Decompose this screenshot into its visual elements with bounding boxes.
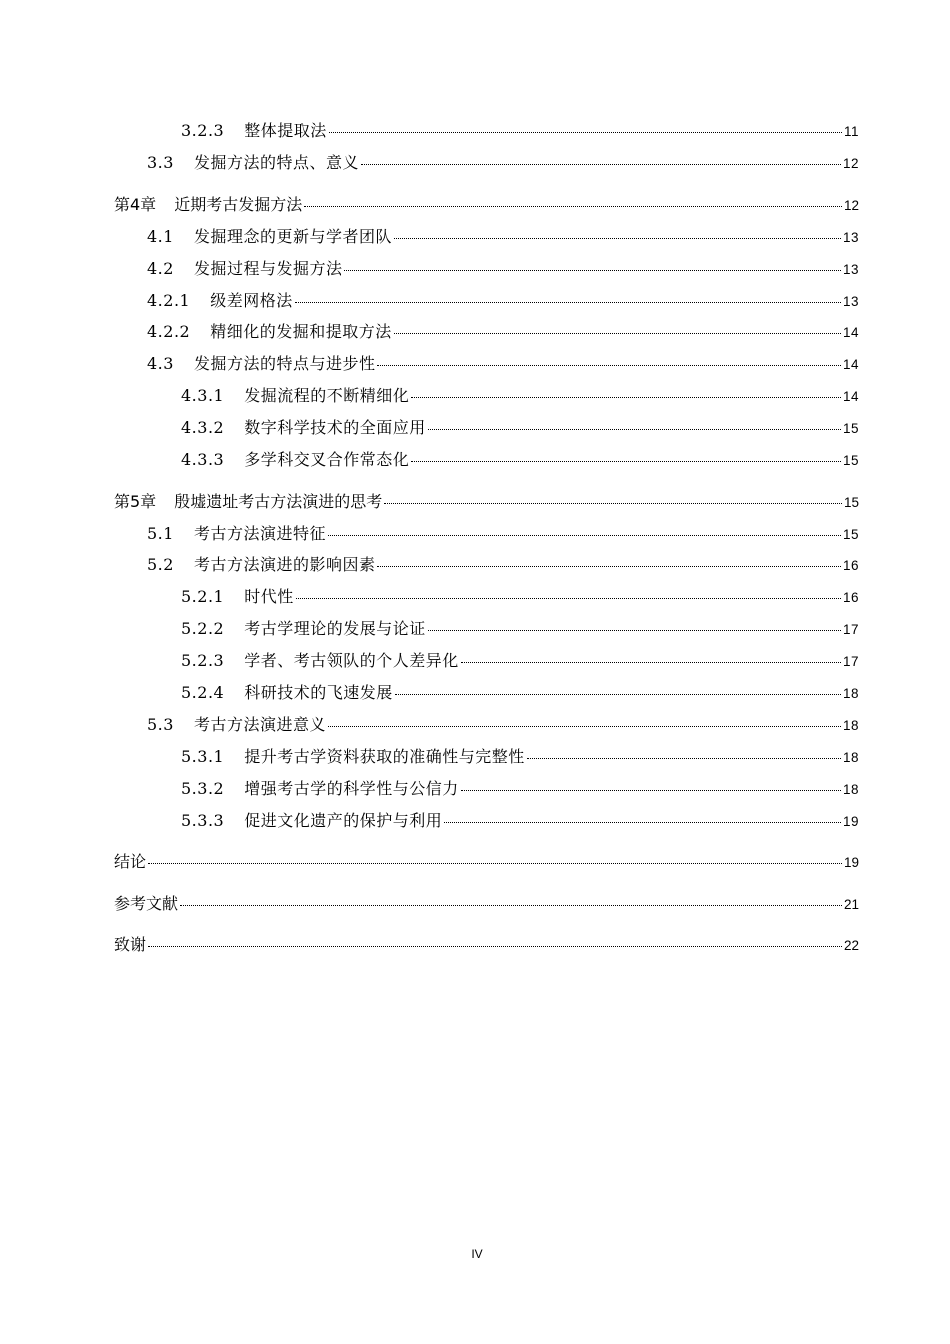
toc-page-number: 15	[843, 495, 859, 510]
page-footer-number: IV	[471, 1247, 483, 1261]
toc-number: 4.3.1	[181, 386, 225, 405]
toc-page-number: 16	[842, 558, 859, 573]
toc-entry-3-3[interactable]	[147, 150, 859, 173]
dot-leader	[328, 726, 841, 727]
toc-page-number: 21	[843, 897, 859, 912]
toc-page-number: 15	[842, 527, 859, 542]
toc-number: 5.2.4	[181, 683, 225, 702]
toc-number: 3.3	[147, 153, 174, 172]
toc-title: 精细化的发掘和提取方法	[210, 322, 392, 341]
toc-number: 4.3.3	[181, 450, 225, 469]
toc-title: 发掘理念的更新与学者团队	[193, 227, 392, 246]
toc-page-number: 17	[842, 622, 859, 637]
toc-entry-4-3[interactable]	[147, 351, 859, 374]
toc-page-number: 13	[842, 230, 859, 245]
toc-page-number: 11	[843, 124, 859, 139]
toc-entry-4-1[interactable]	[147, 224, 859, 247]
toc-title: 发掘过程与发掘方法	[193, 259, 343, 278]
toc-number: 第4章	[114, 195, 157, 214]
toc-title: 整体提取法	[244, 121, 327, 140]
dot-leader	[428, 429, 841, 430]
dot-leader	[377, 365, 841, 366]
toc-entry-chapter-4[interactable]	[114, 192, 859, 215]
toc-title: 考古方法演进意义	[193, 715, 326, 734]
toc-entry-5-2-3[interactable]	[181, 648, 859, 671]
toc-number: 5.2.1	[181, 587, 225, 606]
toc-title: 发掘流程的不断精细化	[244, 386, 410, 405]
toc-number: 4.2.2	[147, 322, 191, 341]
toc-page-number: 12	[842, 156, 859, 171]
toc-title: 学者、考古领队的个人差异化	[244, 651, 459, 670]
dot-leader	[384, 503, 842, 504]
toc-entry-5-3-2[interactable]	[181, 776, 859, 799]
dot-leader	[377, 566, 841, 567]
toc-entry-conclusion[interactable]	[114, 849, 859, 872]
toc-title: 多学科交叉合作常态化	[244, 450, 410, 469]
toc-page-number: 17	[842, 654, 859, 669]
toc-entry-4-2[interactable]	[147, 256, 859, 279]
toc-entry-5-2[interactable]	[147, 552, 859, 575]
toc-number: 5.3.1	[181, 747, 225, 766]
toc-entry-4-2-2[interactable]	[147, 319, 859, 342]
toc-number: 4.3	[147, 354, 174, 373]
toc-page-number: 15	[842, 453, 859, 468]
toc-entry-5-2-1[interactable]	[181, 584, 859, 607]
toc-page-number: 12	[843, 198, 859, 213]
toc-entry-4-3-3[interactable]	[181, 447, 859, 470]
toc-page-number: 14	[842, 357, 859, 372]
toc-page-number: 19	[842, 814, 859, 829]
toc-title: 提升考古学资料获取的准确性与完整性	[244, 747, 525, 766]
toc-number: 4.1	[147, 227, 174, 246]
toc-page-number: 18	[842, 750, 859, 765]
toc-title: 增强考古学的科学性与公信力	[244, 779, 459, 798]
dot-leader	[344, 270, 841, 271]
toc-entry-5-1[interactable]	[147, 521, 859, 544]
dot-leader	[411, 461, 841, 462]
toc-page-number: 18	[842, 782, 859, 797]
toc-title: 近期考古发掘方法	[174, 195, 303, 214]
toc-number: 第5章	[114, 492, 157, 511]
toc-entry-3-2-3[interactable]	[181, 118, 859, 141]
toc-entry-4-3-1[interactable]	[181, 383, 859, 406]
toc-title: 数字科学技术的全面应用	[244, 418, 426, 437]
toc-entry-4-3-2[interactable]	[181, 415, 859, 438]
toc-page-number: 13	[842, 294, 859, 309]
toc-page-number: 13	[842, 262, 859, 277]
toc-title: 致谢	[114, 935, 147, 954]
toc-entry-5-3-3[interactable]	[181, 808, 859, 831]
dot-leader	[395, 694, 841, 695]
toc-number: 5.3.3	[181, 811, 225, 830]
toc-title: 考古学理论的发展与论证	[244, 619, 426, 638]
toc-page-number: 18	[842, 718, 859, 733]
dot-leader	[180, 905, 842, 906]
dot-leader	[527, 758, 841, 759]
toc-title: 发掘方法的特点、意义	[193, 153, 359, 172]
toc-entry-chapter-5[interactable]	[114, 489, 859, 512]
toc-number: 5.2.3	[181, 651, 225, 670]
toc-entry-4-2-1[interactable]	[147, 288, 859, 311]
dot-leader	[296, 598, 841, 599]
dot-leader	[411, 397, 841, 398]
toc-page-number: 19	[843, 855, 859, 870]
dot-leader	[461, 662, 841, 663]
dot-leader	[295, 302, 841, 303]
toc-title: 时代性	[244, 587, 294, 606]
toc-number: 4.3.2	[181, 418, 225, 437]
toc-number: 5.2	[147, 555, 174, 574]
toc-entry-references[interactable]	[114, 891, 859, 914]
toc-title: 促进文化遗产的保护与利用	[244, 811, 443, 830]
dot-leader	[148, 863, 842, 864]
toc-page-number: 22	[843, 938, 859, 953]
dot-leader	[461, 790, 841, 791]
toc-number: 5.3.2	[181, 779, 225, 798]
dot-leader	[444, 822, 841, 823]
toc-page-number: 15	[842, 421, 859, 436]
toc-entry-5-3[interactable]	[147, 712, 859, 735]
toc-page-number: 16	[842, 590, 859, 605]
dot-leader	[328, 535, 841, 536]
toc-number: 5.1	[147, 524, 174, 543]
toc-title: 考古方法演进特征	[193, 524, 326, 543]
toc-entry-acknowledgements[interactable]	[114, 932, 859, 955]
toc-page-number: 18	[842, 686, 859, 701]
dot-leader	[329, 132, 842, 133]
toc-number: 3.2.3	[181, 121, 225, 140]
toc-entry-5-2-4[interactable]	[181, 680, 859, 703]
dot-leader	[428, 630, 841, 631]
dot-leader	[148, 946, 842, 947]
toc-number: 5.2.2	[181, 619, 225, 638]
dot-leader	[394, 238, 841, 239]
toc-number: 5.3	[147, 715, 174, 734]
toc-title: 发掘方法的特点与进步性	[193, 354, 376, 373]
toc-number: 4.2.1	[147, 291, 191, 310]
dot-leader	[304, 206, 842, 207]
toc-number: 4.2	[147, 259, 174, 278]
toc-title: 参考文献	[114, 894, 179, 913]
toc-title: 级差网格法	[210, 291, 293, 310]
toc-page-number: 14	[842, 325, 859, 340]
dot-leader	[394, 333, 841, 334]
toc-title: 考古方法演进的影响因素	[193, 555, 376, 574]
toc-page-number: 14	[842, 389, 859, 404]
toc-title: 科研技术的飞速发展	[244, 683, 393, 702]
toc-title: 殷墟遗址考古方法演进的思考	[174, 492, 383, 511]
toc-entry-5-2-2[interactable]	[181, 616, 859, 639]
dot-leader	[361, 164, 841, 165]
toc-entry-5-3-1[interactable]	[181, 744, 859, 767]
toc-title: 结论	[114, 852, 147, 871]
